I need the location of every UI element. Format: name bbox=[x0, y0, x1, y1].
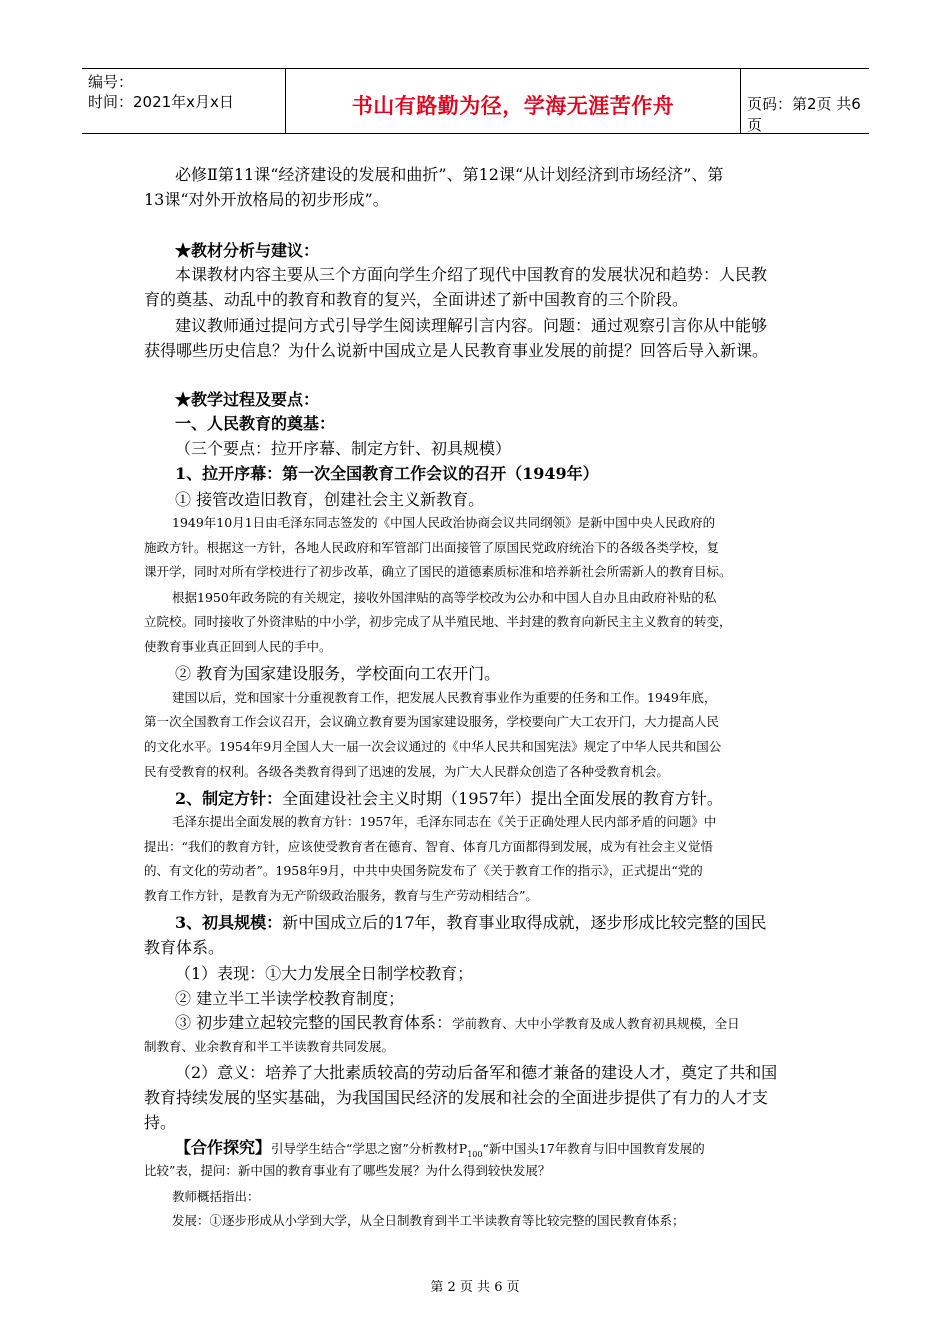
motto-text: 书山有路勤为径，学海无涯苦作舟 bbox=[351, 94, 675, 118]
point-1-para-line-4: 根据1950年政务院的有关规定，接收外国津贴的高等学校改为公办和中国人自办且由政府补贴的私 bbox=[172, 590, 717, 605]
intro-line-1: 必修Ⅱ第11课“经济建设的发展和曲折”、第12课“从计划经济到市场经济”、第 bbox=[175, 165, 724, 184]
header-page-cell bbox=[741, 69, 869, 133]
manifestation-line-3 bbox=[175, 1010, 740, 1033]
subsection-2-label: 2、制定方针： bbox=[175, 789, 283, 808]
header-info-cell bbox=[82, 69, 286, 133]
subsection-2-para-line-3: 的、有文化的劳动者”。1958年9月，中共中央国务院发布了《关于教育工作的指示》，正式提出“党的 bbox=[144, 863, 703, 878]
date-label: 时间：2021年x月x日 bbox=[88, 93, 234, 111]
analysis-paragraph-1-line-1: 本课教材内容主要从三个方面向学生介绍了现代中国教育的发展状况和趋势：人民教 bbox=[175, 265, 768, 284]
point-1-heading: ① 接管改造旧教育，创建社会主义新教育。 bbox=[175, 490, 485, 509]
subsection-1-title: 1、拉开序幕：第一次全国教育工作会议的召开（1949年） bbox=[175, 464, 599, 483]
significance-line-1: （2）意义：培养了大批素质较高的劳动后备军和德才兼备的建设人才，奠定了共和国 bbox=[175, 1063, 778, 1082]
subsection-3-text: 新中国成立后的17年，教育事业取得成就，逐步形成比较完整的国民 bbox=[282, 913, 767, 932]
subsection-2-line bbox=[175, 786, 723, 809]
analysis-paragraph-1-line-2: 育的奠基、动乱中的教育和教育的复兴，全面讲述了新中国教育的三个阶段。 bbox=[144, 290, 689, 309]
serial-number-label: 编号： bbox=[88, 73, 134, 91]
manifestation-line-3-detail: 学前教育、大中小学教育及成人教育初具规模，全日 bbox=[452, 1016, 740, 1031]
point-2-heading: ② 教育为国家建设服务，学校面向工农开门。 bbox=[175, 664, 501, 683]
section-1-points: （三个要点：拉开序幕、制定方针、初具规模） bbox=[175, 439, 512, 458]
analysis-heading: ★教材分析与建议： bbox=[175, 241, 320, 260]
point-1-para-line-5: 立院校。同时接收了外资津贴的中小学，初步完成了从半殖民地、半封建的教育向新民主主义教育的转变， bbox=[144, 614, 732, 629]
significance-line-2: 教育持续发展的坚实基础，为我国国民经济的发展和社会的全面进步提供了有力的人才支 bbox=[144, 1088, 769, 1107]
point-1-para-line-6: 使教育事业真正回到人民的手中。 bbox=[144, 639, 332, 654]
page-footer: 第 2 页 共 6 页 bbox=[430, 1280, 520, 1295]
manifestation-line-1: （1）表现：①大力发展全日制学校教育； bbox=[175, 964, 474, 983]
subsection-3-text-line-2: 教育体系。 bbox=[144, 938, 225, 957]
subsection-2-para-line-1: 毛泽东提出全面发展的教育方针：1957年，毛泽东同志在《关于正确处理人民内部矛盾的问题》中 bbox=[172, 814, 717, 829]
subsection-3-label: 3、初具规模： bbox=[175, 913, 283, 932]
significance-line-3: 持。 bbox=[144, 1113, 177, 1132]
manifestation-line-3-cont: 制教育、业余教育和半工半读教育共同发展。 bbox=[144, 1039, 395, 1054]
section-1-title: 一、人民教育的奠基： bbox=[175, 414, 336, 433]
teacher-summary: 教师概括指出： bbox=[172, 1189, 260, 1204]
cooperation-text-a: 引导学生结合“学思之窗”分析教材P bbox=[271, 1141, 468, 1156]
cooperation-label: 【合作探究】 bbox=[175, 1138, 272, 1157]
process-heading: ★教学过程及要点： bbox=[175, 390, 320, 409]
subsection-2-text: 全面建设社会主义时期（1957年）提出全面发展的教育方针。 bbox=[282, 789, 723, 808]
manifestation-line-3-lead: ③ 初步建立起较完整的国民教育体系： bbox=[175, 1013, 453, 1032]
point-2-para-line-2: 第一次全国教育工作会议召开，会议确立教育要为国家建设服务，学校要向广大工农开门，大力提高人民 bbox=[144, 714, 720, 729]
header-motto-cell bbox=[286, 69, 741, 133]
point-2-para-line-1: 建国以后，党和国家十分重视教育工作，把发展人民教育事业作为重要的任务和工作。1949年底， bbox=[172, 690, 717, 705]
manifestation-line-2: ② 建立半工半读学校教育制度； bbox=[175, 989, 405, 1008]
cooperation-page-subscript: 100 bbox=[467, 1150, 483, 1160]
analysis-paragraph-2-line-1: 建议教师通过提问方式引导学生阅读理解引言内容。问题：通过观察引言你从中能够 bbox=[175, 316, 768, 335]
analysis-paragraph-2-line-2: 获得哪些历史信息？为什么说新中国成立是人民教育事业发展的前提？回答后导入新课。 bbox=[144, 341, 769, 360]
point-1-para-line-3: 课开学，同时对所有学校进行了初步改革，确立了国民的道德素质标准和培养新社会所需新人的教育目标。 bbox=[144, 564, 732, 579]
document-header bbox=[82, 68, 869, 134]
subsection-3-line bbox=[175, 910, 767, 933]
cooperation-line-2: 比较”表，提问：新中国的教育事业有了哪些发展？为什么得到较快发展？ bbox=[144, 1163, 551, 1178]
subsection-2-para-line-2: 提出：“我们的教育方针，应该使受教育者在德育、智育、体育几方面都得到发展，成为有社会主义觉悟 bbox=[144, 839, 713, 854]
point-2-para-line-3: 的文化水平。1954年9月全国人大一届一次会议通过的《中华人民共和国宪法》规定了中华人民共和国公 bbox=[144, 739, 722, 754]
cooperation-text-b: “新中国头17年教育与旧中国教育发展的 bbox=[482, 1141, 705, 1156]
intro-line-2: 13课“对外开放格局的初步形成”。 bbox=[144, 190, 389, 209]
point-1-para-line-2: 施政方针。根据这一方针，各地人民政府和军管部门出面接管了原国民党政府统治下的各级各类学校，复 bbox=[144, 540, 720, 555]
development-line: 发展：①逐步形成从小学到大学，从全日制教育到半工半读教育等比较完整的国民教育体系； bbox=[172, 1213, 685, 1228]
page-number-label: 页码：第2页 共6页 bbox=[747, 95, 861, 134]
subsection-2-para-line-4: 教育工作方针，是教育为无产阶级政治服务，教育与生产劳动相结合”。 bbox=[144, 888, 538, 903]
point-2-para-line-4: 民有受教育的权利。各级各类教育得到了迅速的发展，为广大人民群众创造了各种受教育机会。 bbox=[144, 764, 670, 779]
cooperation-line-1 bbox=[175, 1135, 705, 1159]
point-1-para-line-1: 1949年10月1日由毛泽东同志签发的《中国人民政治协商会议共同纲领》是新中国中央人民政府的 bbox=[172, 515, 716, 530]
